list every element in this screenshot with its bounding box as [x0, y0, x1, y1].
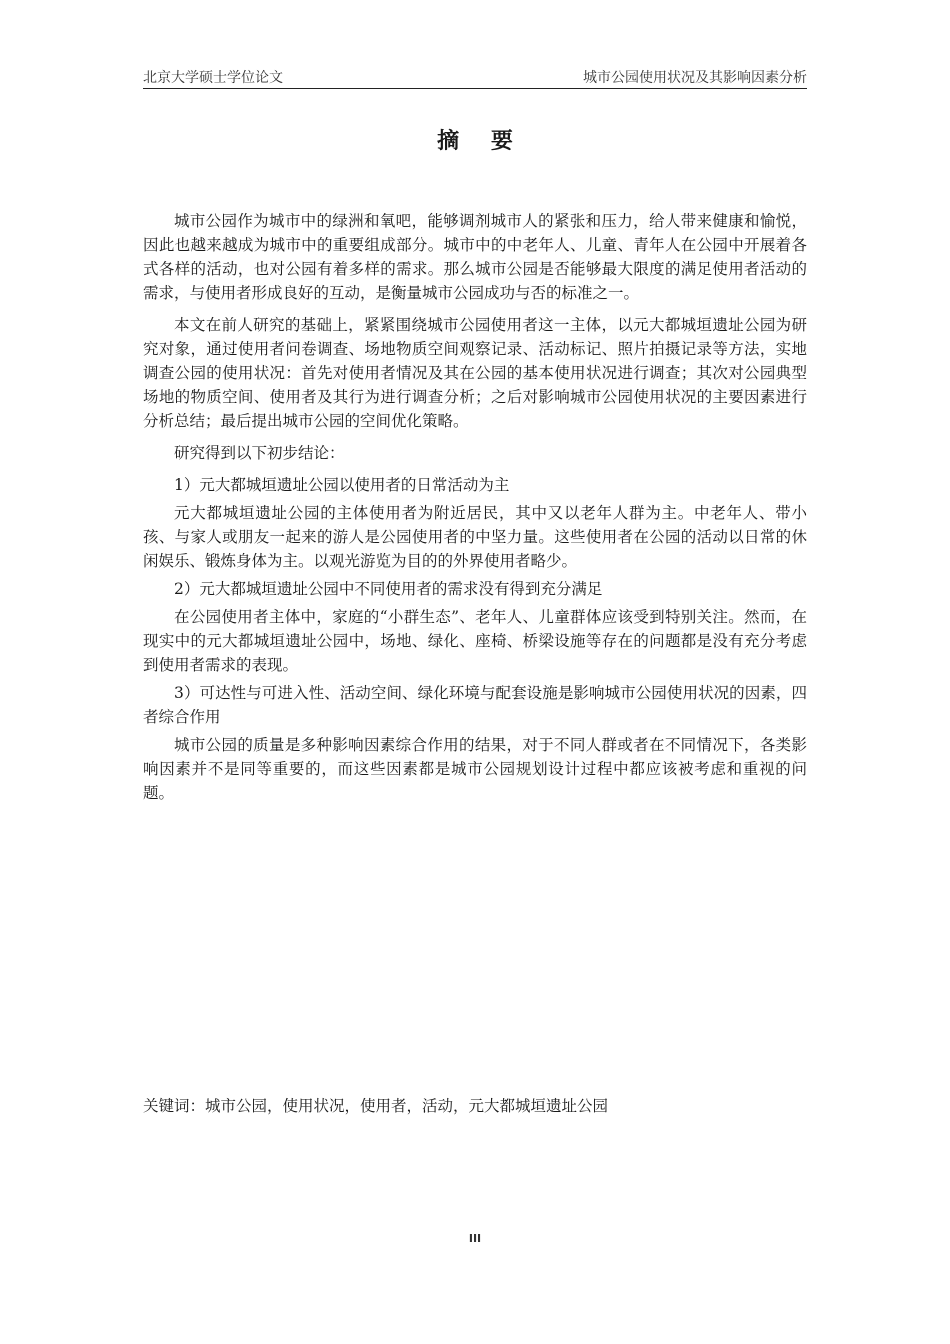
keywords-line: 关键词：城市公园，使用状况，使用者，活动，元大都城垣遗址公园 — [143, 1097, 609, 1115]
header-divider — [143, 88, 807, 89]
abstract-body — [143, 209, 807, 805]
abstract-paragraph: 城市公园作为城市中的绿洲和氧吧，能够调剂城市人的紧张和压力，给人带来健康和愉悦，因此也越来越成为城市中的重要组成部分。城市中的中老年人、儿童、青年人在公园中开展着各式各样的活动，也对公园有着多样的需求。那么城市公园是否能够最大限度的满足使用者活动的需求，与使用者形成良好的互动，是衡量城市公园成功与否的标准之一。 — [143, 212, 807, 302]
conclusion-heading-2: 2）元大都城垣遗址公园中不同使用者的需求没有得到充分满足 — [174, 580, 603, 598]
conclusion-paragraph-3: 城市公园的质量是多种影响因素综合作用的结果，对于不同人群或者在不同情况下，各类影响因素并不是同等重要的，而这些因素都是城市公园规划设计过程中都应该被考虑和重视的问题。 — [143, 736, 807, 802]
header-thesis-label: 北京大学硕士学位论文 — [143, 70, 283, 86]
conclusion-heading-1: 1）元大都城垣遗址公园以使用者的日常活动为主 — [174, 476, 510, 494]
abstract-paragraph: 本文在前人研究的基础上，紧紧围绕城市公园使用者这一主体，以元大都城垣遗址公园为研究对象，通过使用者问卷调查、场地物质空间观察记录、活动标记、照片拍摄记录等方法，实地调查公园的使用状况：首先对使用者情况及其在公园的基本使用状况进行调查；其次对公园典型场地的物质空间、使用者及其行为进行调查分析；之后对影响城市公园使用状况的主要因素进行分析总结；最后提出城市公园的空间优化策略。 — [143, 316, 807, 430]
conclusion-paragraph-2: 在公园使用者主体中，家庭的“小群生态”、老年人、儿童群体应该受到特别关注。然而，在现实中的元大都城垣遗址公园中，场地、绿化、座椅、桥梁设施等存在的问题都是没有充分考虑到使用者需求的表现。 — [143, 608, 807, 674]
page-number: III — [468, 1232, 482, 1245]
page-title: 摘 要 — [437, 129, 525, 154]
header-thesis-title: 城市公园使用状况及其影响因素分析 — [583, 70, 807, 86]
conclusion-heading-3: 3）可达性与可进入性、活动空间、绿化环境与配套设施是影响城市公园使用状况的因素，四者综合作用 — [143, 684, 807, 726]
conclusion-intro: 研究得到以下初步结论： — [174, 444, 345, 462]
conclusion-paragraph-1: 元大都城垣遗址公园的主体使用者为附近居民，其中又以老年人群为主。中老年人、带小孩、与家人或朋友一起来的游人是公园使用者的中坚力量。这些使用者在公园的活动以日常的休闲娱乐、锻炼身体为主。以观光游览为目的的外界使用者略少。 — [143, 504, 807, 570]
